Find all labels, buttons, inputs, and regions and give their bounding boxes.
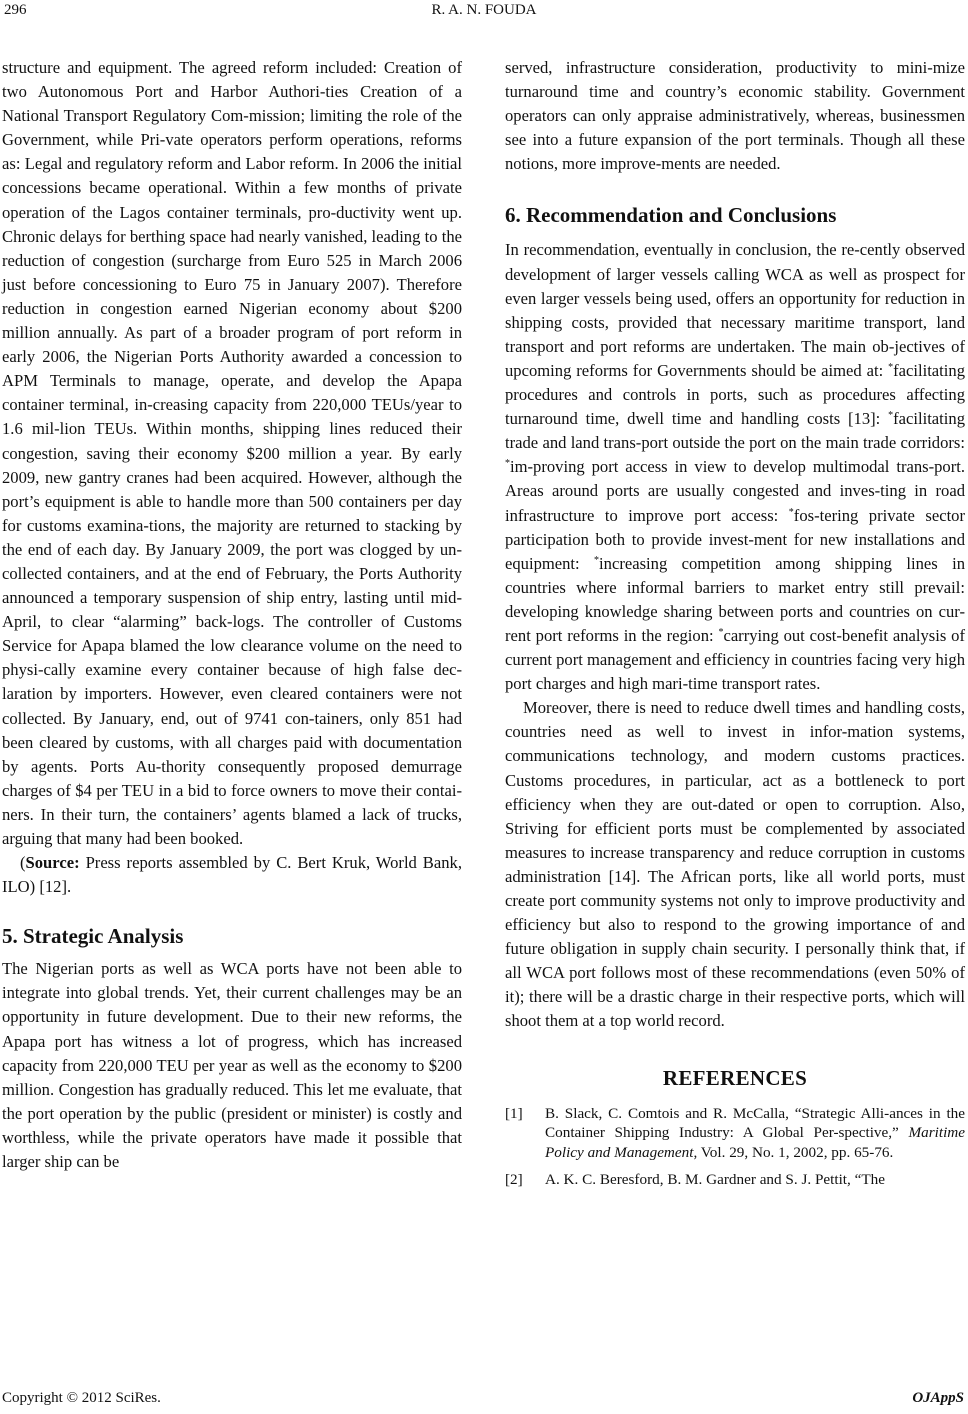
reference-number: [1] (505, 1104, 523, 1122)
s6-text-c: facilitating trade and land trans-port outside the port on the main trade corridors: (505, 409, 965, 453)
left-column (2, 56, 462, 1174)
references-heading: REFERENCES (662, 1065, 808, 1090)
right-paragraph-continued: served, infrastructure consideration, productivity to mini-mize turnaround time and country’s economic stability. Government operators can only appraise administratively, whereas, businessmen see into a future expansion of the port terminals. Though all these notions, more improve-ments are needed. (505, 58, 965, 174)
page-number: 296 (4, 2, 27, 18)
section-5-paragraph: The Nigerian ports as well as WCA ports have not been able to integrate into global trends. Yet, their current challenges may be an opportunity in future development. Due to their new reforms, the Apapa port has witness a lot of progress, which has increased capacity from 220,000 TEU per year as well as the economy to $200 million. Congestion has gradually reduced. This let me evaluate, that the port operation by the public (president or minister) is costly and worthless, while the private operators have made it possible that larger ship can be (2, 959, 462, 1172)
journal-abbrev: OJAppS (912, 1390, 964, 1406)
copyright-notice: Copyright © 2012 SciRes. (2, 1390, 161, 1406)
section-6-heading: 6. Recommendation and Conclusions (505, 203, 837, 228)
left-paragraph-nigeria: structure and equipment. The agreed reform included: Creation of two Autonomous Port and Harbor Authori-ties Creation of a National Transport Regulatory Com-mission; limiting the role of the Government, while Pri-vate operators perform operations, reforms as: Legal and regulatory reform and Labor reform. In 2006 the initial concessions became operational. Within a few months of private operation of the Lagos container terminals, pro-ductivity went up. Chronic delays for berthing space had nearly vanished, leading to the reduction of congestion (surcharge from Euro 525 in March 2006 just before concessioning to Euro 75 in January 2007). Therefore reduction in congestion earned Nigerian economy about $200 million annually. As part of a broader program of port reform in early 2006, the Nigerian Ports Authority awarded a concession to APM Terminals to manage, operate, and develop the Apapa container terminal, in-creasing capacity from 220,000 TEUs/year to 1.6 mil-lion TEUs. Within months, shipping lines reduced their congestion, saving their economy $200 million a year. By early 2009, new gantry cranes had been acquired. However, although the port’s equipment is able to handle more than 500 containers per day for customs examina-tions, the majority are returned to stacking by the end of each day. By January 2009, the port was clogged by un-collected containers, and at the end of February, the Ports Authority announced a temporary suspension of ship entry, lasting until mid-April, to clear “alarming” back-logs. The controller of Customs Service for Apapa blamed the low clearance volume on the need to physi-cally examine every container because of high false dec-laration by importers. However, even cleared containers were not collected. By January, end, out of 9741 con-tainers, only 851 had been cleared by customs, with all charges paid with documentation by agents. Ports Au-thority consequently proposed demurrage charges of $4 per TEU in a bid to force owners to move their contai-ners. In their turn, the containers’ agents blamed a lack of trucks, arguing that many had been booked. (2, 58, 462, 848)
reference-item (505, 1170, 965, 1190)
reference-journal: Maritime Policy and Management (545, 1124, 965, 1161)
section-5-heading: 5. Strategic Analysis (2, 924, 184, 949)
bullet-marker: * (505, 458, 510, 470)
section-6-paragraph-1 (505, 238, 965, 696)
source-note: (Source: Press reports assembled by C. Bert Kruk, World Bank, ILO) [12]. (2, 853, 462, 897)
right-column (505, 56, 965, 1190)
reference-item (505, 1104, 965, 1163)
bullet-marker: * (718, 626, 724, 638)
s6-text-d: im-proving port access in view to develop multimodal trans-port. Areas around ports are usually congested and inves-ting in road infrastructure to improve port access: (505, 457, 965, 525)
s6-text-e: fos-tering private sector participation both to provide invest-ment for new installations and equipment: (505, 505, 965, 573)
bullet-marker: * (888, 410, 894, 422)
s6-text-f: increasing competition among shipping lines in countries where informal barriers to market entry still prevail: developing knowledge sharing between ports and countries on cur-rent port reforms in the region: (505, 553, 965, 645)
s6-text-g: carrying out cost-benefit analysis of current port management and efficiency in countries facing very high port charges and high mari-time transport rates. (505, 625, 965, 694)
running-title: R. A. N. FOUDA (431, 2, 537, 18)
s6-text-a: In recommendation, eventually in conclusion, the re-cently observed development of larger vessels calling WCA as well as prospect for even larger vessels being used, offers an opportunity for reduction in shipping costs, provided that necessary maritime transport, land transport and port reforms are undertaken. The main ob-jectives of upcoming reforms for Governments should be aimed at: (505, 240, 965, 380)
bullet-marker: * (888, 361, 894, 373)
source-label: Source: (25, 853, 80, 873)
reference-text: B. Slack, C. Comtois and R. McCalla, “Strategic Alli-ances in the Container Shipping Industry: A Global Per-spective,” Maritime Policy and Management, Vol. 29, No. 1, 2002, pp. 65-76. (545, 1104, 965, 1161)
reference-text: A. K. C. Beresford, B. M. Gardner and S. J. Pettit, “The (545, 1171, 885, 1189)
bullet-marker: * (594, 554, 600, 566)
reference-number: [2] (505, 1171, 523, 1189)
s6-text-b: facilitating procedures and controls in ports, such as procedures affecting turnaround time, dwell time and handling costs [13]: (505, 360, 965, 429)
source-text: Press reports assembled by C. Bert Kruk, World Bank, ILO) [12]. (2, 853, 462, 897)
section-6-paragraph-2: Moreover, there is need to reduce dwell times and handling costs, countries need as well to invest in infor-mation systems, communications technology, and modern customs practices. Customs procedures, in particular, act as a bottleneck to port efficiency when they are out-dated or open to corruption. Also, Striving for efficient ports must be complemented by associated measures to increase transparency and reduce corruption in customs administration [14]. The African ports, like all world ports, must create port community systems not only to improve productivity and efficiency but also to respond to the growing importance of and future obligation in supply chain security. I personally think that, if all WCA port follows most of these recommendations (even 50% of it); there will be a drastic charge in their respective ports, which will shoot them at a top world record. (505, 698, 965, 1031)
bullet-marker: * (788, 506, 794, 518)
